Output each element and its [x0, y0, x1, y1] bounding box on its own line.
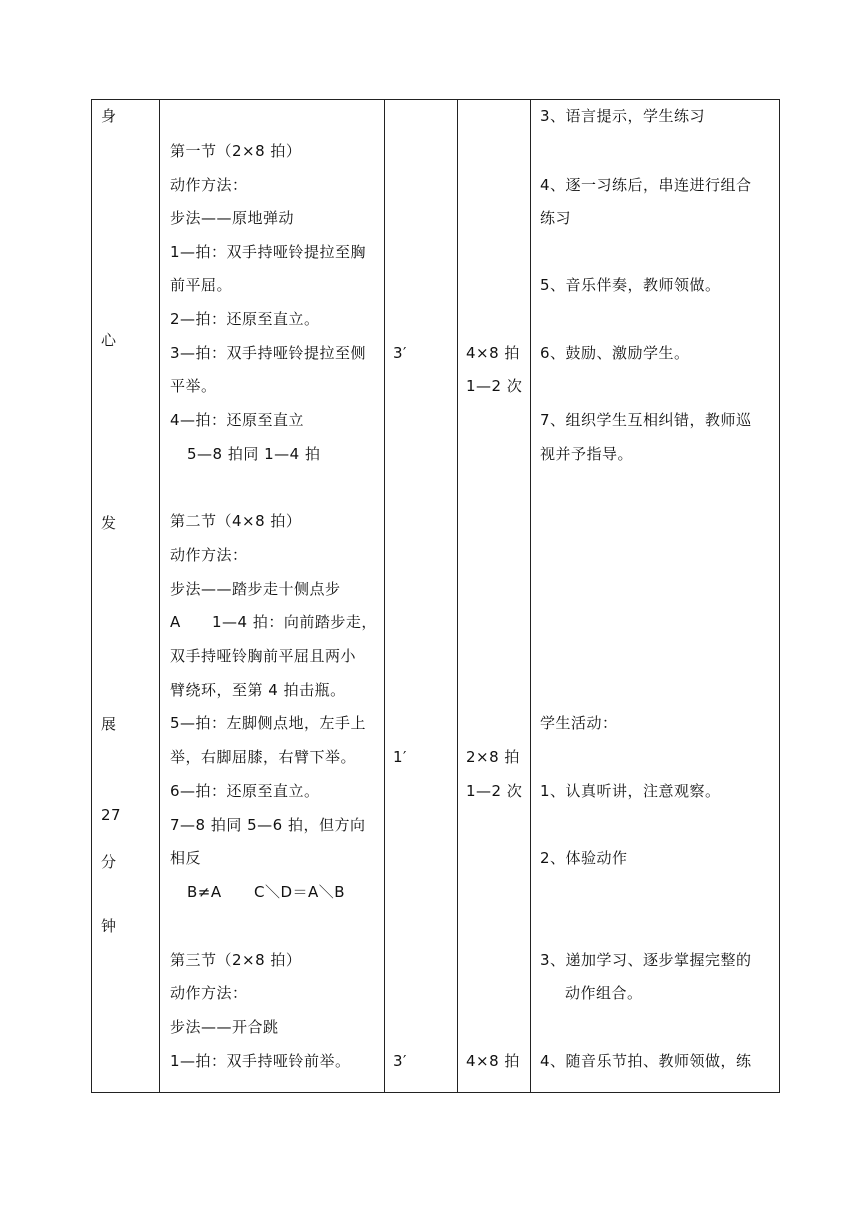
section-1-beat-3a: 3—拍：双手持哑铃提拉至侧 — [170, 344, 367, 362]
section-1-method: 动作方法： — [170, 176, 248, 194]
section-2-beat-5b: 举，右脚屈膝，右臂下举。 — [170, 748, 357, 766]
section-2-title: 第二节（4×8 拍） — [170, 512, 302, 530]
reps-2a: 2×8 拍 — [466, 748, 520, 766]
student-step-3b: 动作组合。 — [565, 984, 643, 1002]
teacher-step-5: 5、音乐伴奏，教师领做。 — [540, 276, 721, 294]
section-1-beat-1a: 1—拍：双手持哑铃提拉至胸 — [170, 243, 367, 261]
section-1-beat-5-8: 5—8 拍同 1—4 拍 — [187, 445, 321, 463]
teacher-step-3: 3、语言提示，学生练习 — [540, 107, 706, 125]
table-col-divider-4 — [530, 99, 531, 1093]
section-3-beat-1: 1—拍：双手持哑铃前举。 — [170, 1052, 351, 1070]
section-1-title: 第一节（2×8 拍） — [170, 142, 302, 160]
reps-3a: 4×8 拍 — [466, 1052, 520, 1070]
col1-char-3: 发 — [101, 514, 117, 532]
section-2-a-line-2: 双手持哑铃胸前平屈且两小 — [170, 647, 357, 665]
section-2-beat-5a: 5—拍：左脚侧点地，左手上 — [170, 714, 367, 732]
table-border-bottom — [91, 1092, 780, 1093]
section-3-step: 步法——开合跳 — [170, 1018, 279, 1036]
section-1-step: 步法——原地弹动 — [170, 209, 295, 227]
table-col-divider-3 — [457, 99, 458, 1093]
section-2-beat-78b: 相反 — [170, 849, 202, 867]
section-3-method: 动作方法： — [170, 984, 248, 1002]
section-2-method: 动作方法： — [170, 546, 248, 564]
col1-char-4: 展 — [101, 715, 117, 733]
time-2: 1′ — [393, 748, 407, 766]
section-2-beat-6: 6—拍：还原至直立。 — [170, 782, 320, 800]
col1-char-2: 心 — [101, 331, 117, 349]
teacher-step-4b: 练习 — [540, 209, 572, 227]
time-1: 3′ — [393, 344, 407, 362]
section-2-a-label: A — [170, 613, 181, 631]
col1-char-1: 身 — [101, 107, 117, 125]
section-1-beat-3b: 平举。 — [170, 377, 217, 395]
reps-1b: 1—2 次 — [466, 377, 523, 395]
time-3: 3′ — [393, 1052, 407, 1070]
table-col-divider-1 — [159, 99, 160, 1093]
table-border-right — [779, 99, 780, 1093]
student-activity-title: 学生活动： — [540, 714, 618, 732]
teacher-step-7a: 7、组织学生互相纠错，教师巡 — [540, 411, 752, 429]
reps-2b: 1—2 次 — [466, 782, 523, 800]
section-2-a-line-1: 1—4 拍：向前踏步走， — [212, 613, 377, 631]
section-1-beat-1b: 前平屈。 — [170, 276, 233, 294]
table-border-left — [91, 99, 92, 1093]
section-1-beat-2: 2—拍：还原至直立。 — [170, 310, 320, 328]
student-step-3a: 3、递加学习、逐步掌握完整的 — [540, 951, 752, 969]
student-step-4: 4、随音乐节拍、教师领做，练 — [540, 1052, 752, 1070]
teacher-step-6: 6、鼓励、激励学生。 — [540, 344, 690, 362]
section-2-beat-78a: 7—8 拍同 5—6 拍，但方向 — [170, 816, 366, 834]
student-step-2: 2、体验动作 — [540, 849, 628, 867]
col1-char-6: 分 — [101, 853, 117, 871]
table-border-top — [91, 99, 780, 100]
reps-1a: 4×8 拍 — [466, 344, 520, 362]
section-2-b-formula: B≠A — [187, 883, 222, 901]
section-1-beat-4: 4—拍：还原至直立 — [170, 411, 305, 429]
section-2-a-line-3: 臂绕环，至第 4 拍击瓶。 — [170, 681, 346, 699]
teacher-step-4a: 4、逐一习练后，串连进行组合 — [540, 176, 752, 194]
student-step-1: 1、认真听讲，注意观察。 — [540, 782, 721, 800]
teacher-step-7b: 视并予指导。 — [540, 445, 634, 463]
section-2-step: 步法——踏步走十侧点步 — [170, 580, 341, 598]
section-3-title: 第三节（2×8 拍） — [170, 951, 302, 969]
table-col-divider-2 — [384, 99, 385, 1093]
section-2-cd-formula: C＼D＝A＼B — [254, 883, 346, 901]
col1-char-5: 27 — [101, 806, 122, 824]
col1-char-7: 钟 — [101, 917, 117, 935]
